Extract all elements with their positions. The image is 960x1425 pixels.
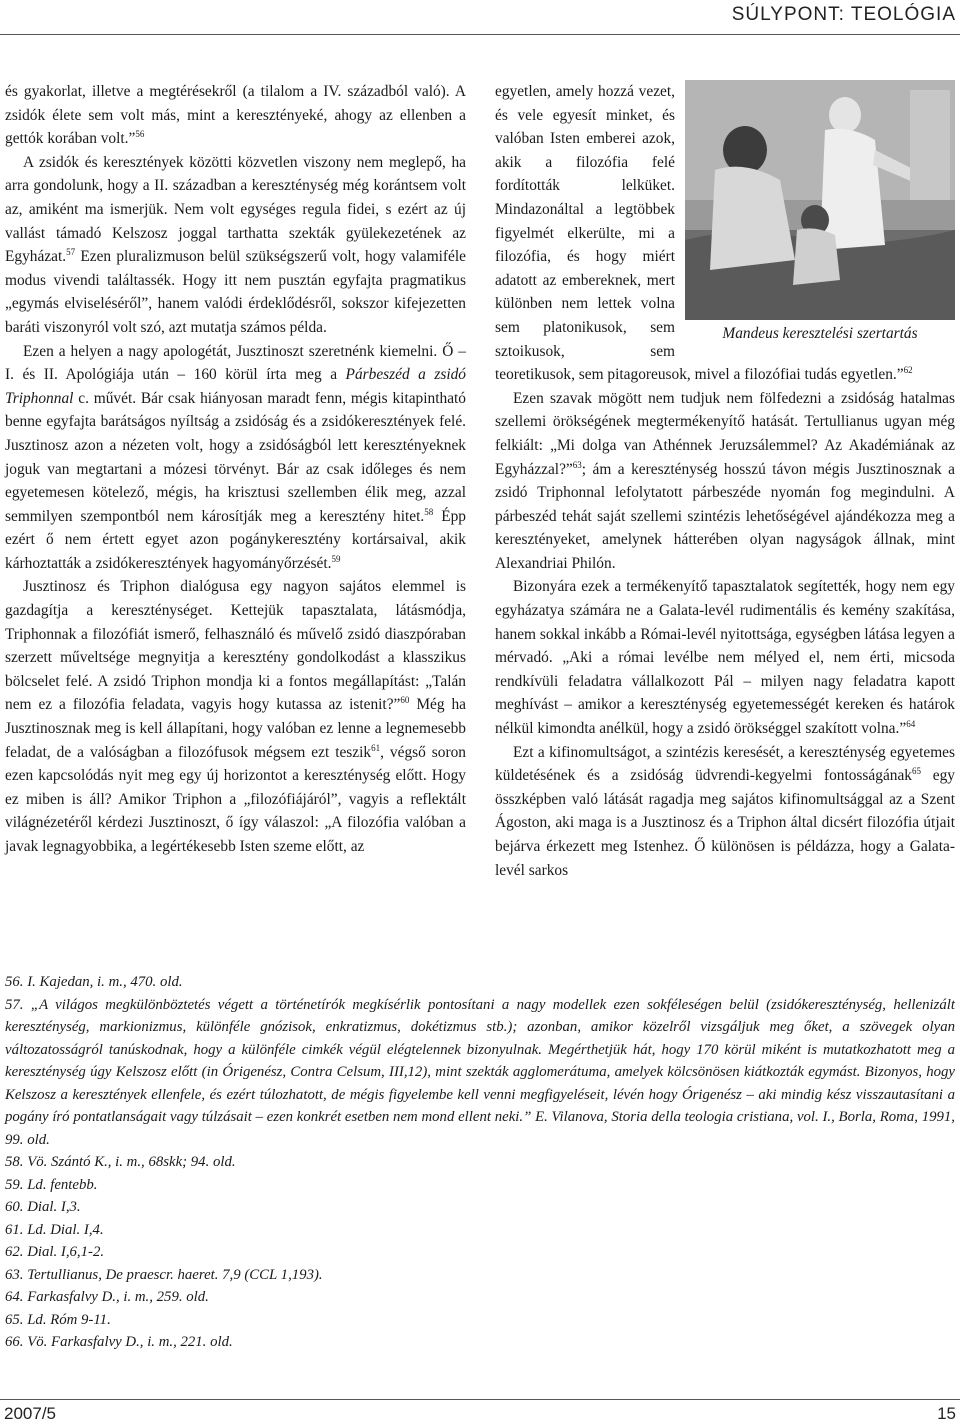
issue-number: 2007/5 [4,1404,56,1423]
footnote: 62. Dial. I,6,1-2. [5,1244,105,1260]
footnote: 61. Ld. Dial. I,4. [5,1221,104,1238]
footnote: 64. Farkasfalvy D., i. m., 259. old. [5,1289,209,1305]
footer-divider [0,1399,960,1400]
left-column [5,80,466,859]
left-column-paragraph: A zsidók és keresztények közötti közvetlen viszony nem meglepő, ha arra gondolunk, hogy a II. században a kereszténység még korántsem volt az, amiként ma ismerjük. Nem volt egységes regula fidei, s ezért az új vallást támadó Kelszosz joggal tarthatta szekták gyülekezetének az Egyházat.$^{57}$ Ezen pluralizmuson belül szükségszerű volt, hogy valamiféle modus vivendi találtassék. Hogy itt nem pusztán egyfajta pragmatikus „egymás elviseléséről”, hanem valódi érdeklődésről, sokszor kifejezetten baráti viszonyról volt szó, azt mutatja számos példa. [5,153,466,336]
figure [685,80,955,346]
figure-caption: Mandeus keresztelési szertartás [722,325,918,342]
right-column-paragraph: Bizonyára ezek a termékenyítő tapasztalatok segítették, hogy nem egy egyházatya számára ne a Galata-levél rudimentális és kemény szakítása, hanem sokkal inkább a Római-levél nyitottsága, egységben látása legyen a mérvadó. „Aki a római levélbe nem mélyed el, nem érti, micsoda rendkívüli feladatra vállalkozott Pál – milyen nagy feladatra kapott meghívást – amikor a kereszténység egyetemességét kereken és határok nélkül kimondta anélkül, hogy a zsidó örökséggel szakított volna.”$^{64}$ [495,578,955,738]
footnote: 57. „A világos megkülönböztetés végett a történetírók megkísérlik pontosítani a nagy modellek ezen sokféleségen belül (zsidókereszténység, hellenizált kereszténység, markionizmus, különféle gnózisok, enkratizmus, dokétizmus stb.); azonban, amikor közelről vizsgáljuk meg őket, a szövegek olyan változatosságról tanúskodnak, hogy a különféle cimkék végül elégtelennek bizonyulnak. Megérthetjük hát, hogy 170 körül miként is mutatkozhatott meg a kereszténység úgy Kelszosz előtt (in Órigenész, Contra Celsum, III,12), mint szekták agglomerátuma, amelyek kölcsönösen kiátkozták egymást. Bizonyos, hogy Kelszosz a keresztények ellenfele, és ezért túlozhatott, de mégis figyelembe kell venni megfigyeléseit, lévén hogy Órigenész – aki mindig kész visszautasítani a pogány író pontatlanságait vagy túlzásait – ezen konkrét esetben nem mond ellent neki.” E. Vilanova, Storia della teologia cristiana, vol. I., Borla, Roma, 1991, 99. old. [5,996,955,1148]
footnote: 65. Ld. Róm 9-11. [5,1311,111,1328]
footnote: 66. Vö. Farkasfalvy D., i. m., 221. old. [5,1334,233,1350]
footnote: 60. Dial. I,3. [5,1199,81,1215]
footnotes [5,971,955,1354]
left-column-paragraph: Jusztinosz és Triphon dialógusa egy nagyon sajátos elemmel is gazdagítja a kereszténységet. Kettejük tapasztalata, látásmódja, Triphonnak a filozófiát ismerő, felhasználó és művelő zsidó diaszpóraban szerzett műveltsége megnyitja a keresztény gondolkodást a klasszikus bölcselet felé. A zsidó Triphon mondja ki a fontos megállapítást: „Talán nem ez a filozófia feladata, vagyis hogy kutassa az istenit?”$^{60}$ Még ha Jusztinosznak meg is kell állapítani, hogy valóban ez lenne a legnemesebb feladat, de a valóságban a filozófusok mégsem ezt teszik$^{61}$, végső soron ezen kapcsolódás nyit meg egy új horizontot a kereszténység előtt. Hogy ez miben is áll? Amikor Triphon a „filozófiájáról”, vagyis a reflektált világnézetéről kérdezi Jusztinoszt, ő így válaszol: „A filozófia valóban a javak legnagyobbika, a legértékesebb Isten szeme előtt, az [5,578,466,855]
right-column-paragraph: egyetlen, amely hozzá vezet, és vele egyesít minket, és valóban Isten emberei azok, akik a filozófia felé fordították lelküket. Mindazonáltal a legtöbbek figyelmét elkerülte, mi a filozófia, és hogy miért adatott az embereknek, mert különben nem lettek volna sem platonikusok, sem sztoikusok, sem teoretikusok, sem pitagoreusok, mivel a filozófiai tudás egyetlen.”$^{62}$ [495,83,913,384]
left-column-paragraph: Ezen a helyen a nagy apologétát, Jusztinoszt szeretnénk kiemelni. Ő – I. és II. Apológiája után – 160 körül írta meg a Párbeszéd a zsidó Triphonnal c. művét. Bár csak hiányosan maradt fenn, mégis kitapintható benne egyfajta barátságos nyíltság a zsidóság és a zsidókeresztények felé. Jusztinosz azon a nézeten volt, hogy a zsidóságból lett keresztényeknek joguk van megtartani a mózesi törvényt. Bár az csak időleges és nem egyetemesen kötelező, mégis, ha krisztusi szellemben élik meg, azzal semmilyen szempontból nem károsítják meg a keresztény hitet.$^{58}$ Épp ezért ő nem értett egyet azon pogánykeresztény kortársaival, akik kárhoztatták a zsidókeresztények hagyományőrzését.$^{59}$ [5,342,467,572]
running-header: SÚLYPONT: TEOLÓGIA [731,4,956,25]
right-column-paragraph: Ezt a kifinomultságot, a szintézis keresését, a kereszténység egyetemes küldetésének és a zsidóság üdvrendi-kegyelmi fontosságának$^{65}$ egy összképben való látását ragadja meg sajátos kifinomultsággal az a Szent Ágoston, aki maga is a Jusztinosz és a Triphon által dicsért filozófia útjait bejárva érkezett meg Istenhez. Ő különösen is példázza, hogy a Galata-levél sarkos [495,743,955,879]
footnote: 58. Vö. Szántó K., i. m., 68skk; 94. old. [5,1154,236,1170]
baptism-photo [685,80,955,320]
left-column-paragraph: és gyakorlat, illetve a megtérésekről (a tilalom a IV. századból való). A zsidók élete sem volt más, mint a keresztényeké, ahogy az ellenben a gettók korában volt.”$^{56}$ [5,83,466,148]
right-column-paragraph: Ezen szavak mögött nem tudjuk nem fölfedezni a zsidóság hatalmas szellemi örökségének megtermékenyítő hatását. Tertullianus ugyan még felkiált: „Mi dolga van Athénnek Jeruzsálemmel? Az Akadémiának az Egyházzal?”$^{63}$; ám a kereszténység hosszú távon mégis Jusztinosznak a zsidó Triphonnal lefolytatott párbeszéde nyomán fog megindulni. A párbeszéd tehát saját szellemi szintézis lehetőségével ajándékozza meg a keresztényeket, amelynek hátterében olyan nagyságok állnak, mint Alexandriai Philón. [495,389,955,572]
footnote: 63. Tertullianus, De praescr. haeret. 7,9 (CCL 1,193). [5,1266,323,1283]
footnote: 56. I. Kajedan, i. m., 470. old. [5,974,183,990]
right-column [495,80,955,882]
header-divider [0,34,960,35]
footnote: 59. Ld. fentebb. [5,1176,98,1193]
page-number: 15 [937,1404,956,1423]
